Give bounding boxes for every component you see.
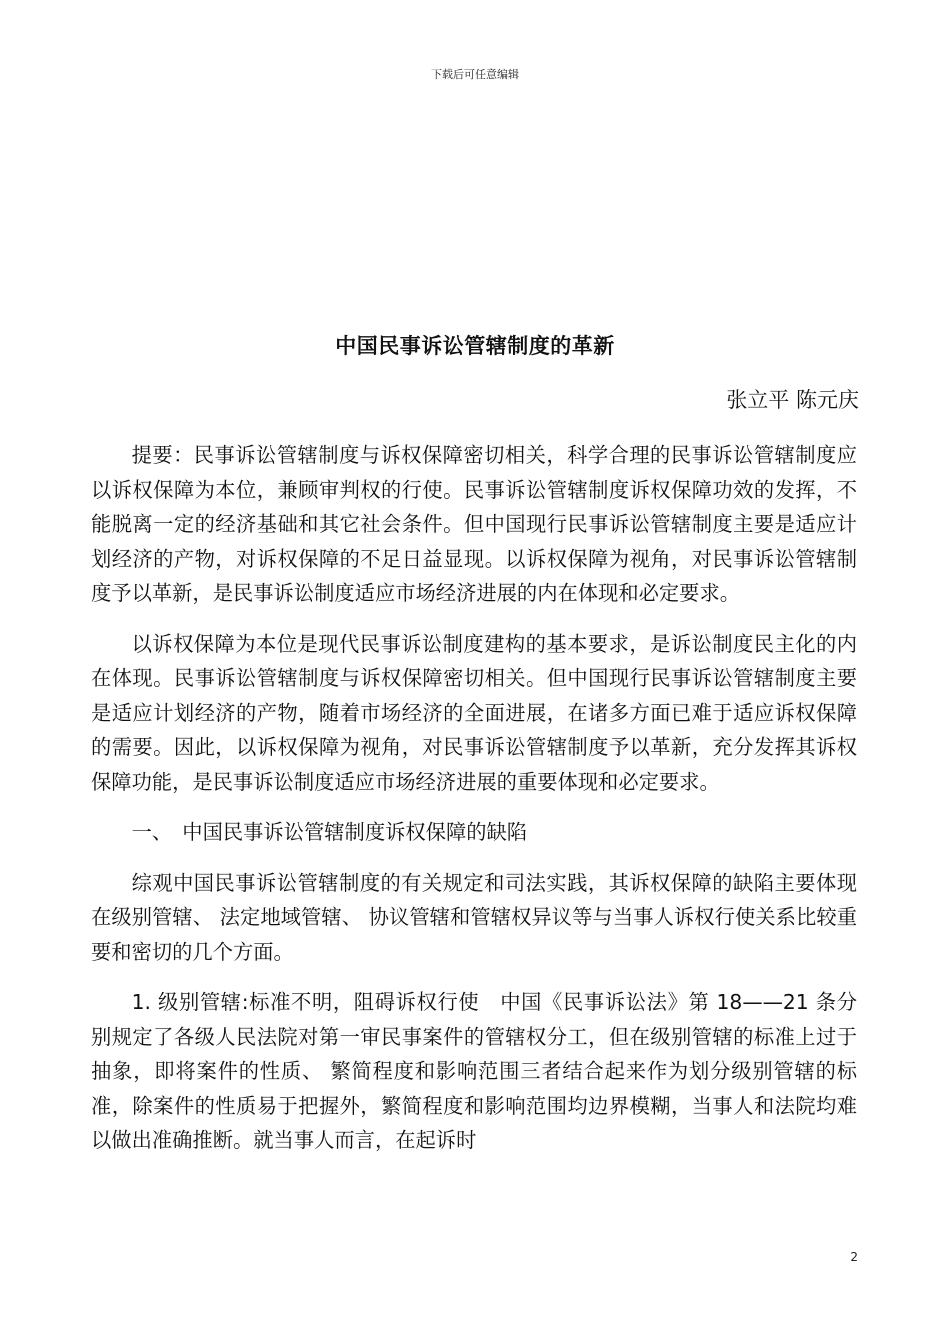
page-number: 2 <box>850 1250 858 1264</box>
section-heading: 一、 中国民事诉讼管辖制度诉权保障的缺陷 <box>131 820 528 844</box>
section-intro-paragraph: 综观中国民事诉讼管辖制度的有关规定和司法实践，其诉权保障的缺陷主要体现在级别管辖、 法定地域管辖、 协议管辖和管辖权异议等与当事人诉权行使关系比较重要和密切的几个方面。 <box>91 870 857 964</box>
point-one-paragraph: 1. 级别管辖:标准不明，阻碍诉权行使 中国《民事诉讼法》第 18——21 条分别规定了各级人民法院对第一审民事案件的管辖权分工，但在级别管辖的标准上过于抽象，即将案件的性质、 繁简程度和影响范围三者结合起来作为划分级别管辖的标准，除案件的性质易于把握外，繁简程度和影响范围均边界模糊，当事人和法院均难以做出准确推断。就当事人而言，在起诉时 <box>91 990 857 1152</box>
authors-line: 张立平 陈元庆 <box>726 388 859 412</box>
intro-paragraph: 以诉权保障为本位是现代民事诉讼制度建构的基本要求，是诉讼制度民主化的内在体现。民事诉讼管辖制度与诉权保障密切相关。但中国现行民事诉讼管辖制度主要是适应计划经济的产物，随着市场经济的全面进展，在诸多方面已难于适应诉权保障的需要。因此，以诉权保障为视角，对民事诉讼管辖制度予以革新，充分发挥其诉权保障功能，是民事诉讼制度适应市场经济进展的重要体现和必定要求。 <box>91 631 857 794</box>
abstract-paragraph: 提要：民事诉讼管辖制度与诉权保障密切相关，科学合理的民事诉讼管辖制度应以诉权保障为本位，兼顾审判权的行使。民事诉讼管辖制度诉权保障功效的发挥，不能脱离一定的经济基础和其它社会条件。但中国现行民事诉讼管辖制度主要是适应计划经济的产物，对诉权保障的不足日益显现。以诉权保障为视角，对民事诉讼管辖制度予以革新，是民事诉讼制度适应市场经济进展的内在体现和必定要求。 <box>91 443 857 605</box>
document-title: 中国民事诉讼管辖制度的革新 <box>335 334 615 358</box>
page-header-note: 下载后可任意编辑 <box>431 68 519 81</box>
document-body <box>91 438 857 1174</box>
